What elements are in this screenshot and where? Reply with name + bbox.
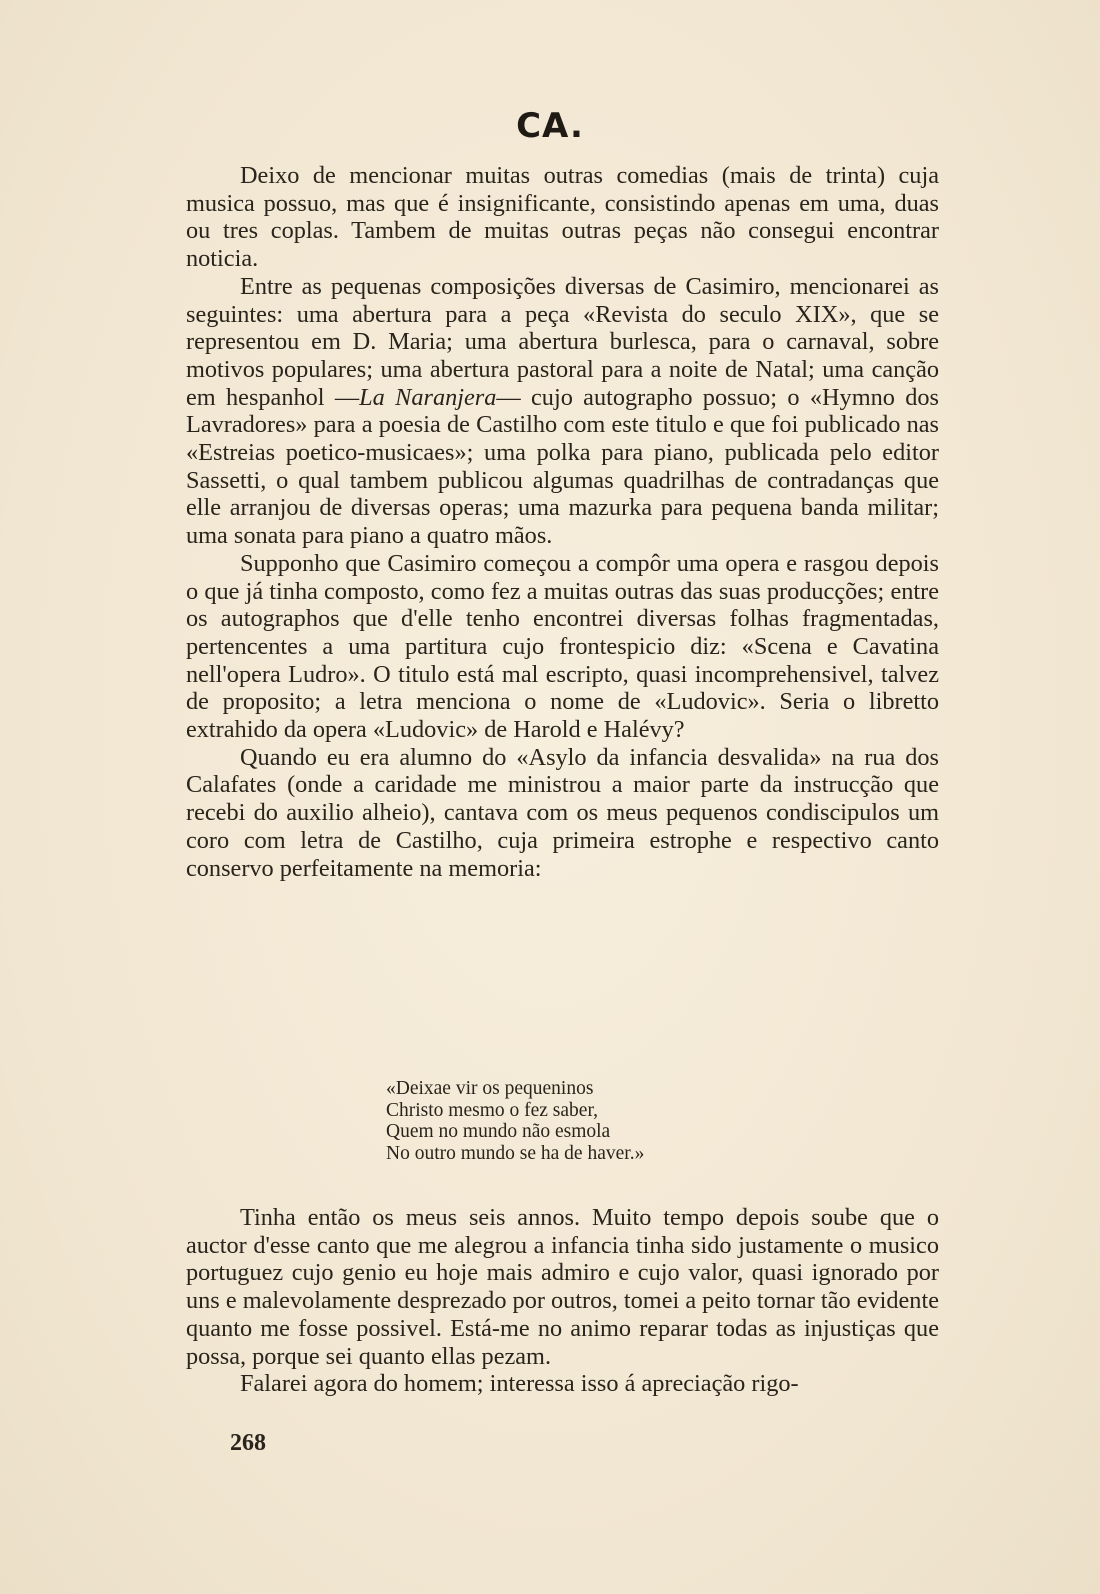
verse-quote — [386, 1078, 644, 1164]
paragraph-2-start: Entre as pequenas composições diversas de Casimiro, mencionarei as seguintes: uma abertura para a peça «Revista do seculo XIX», que se representou em D. Maria; uma abertura burlesca, para o carnaval, sobre motivos populares; uma abertura pastoral para a noite de Natal; uma canção em hespanhol — — [186, 272, 939, 411]
paragraph-2 — [186, 273, 939, 550]
running-header: CA. — [516, 106, 584, 146]
verse-line-4: No outro mundo se ha de haver.» — [386, 1142, 645, 1164]
verse-line-1: «Deixae vir os pequeninos — [386, 1078, 594, 1099]
main-text — [186, 162, 939, 882]
paragraph-4: Quando eu era alumno do «Asylo da infancia desvalida» na rua dos Calafates (onde a caridade me ministrou a maior parte da instrucção que recebi do auxilio alheio), cantava com os meus pequenos condiscipulos um coro com letra de Castilho, cuja primeira estrophe e respectivo canto conservo perfeitamente na memoria: — [186, 743, 939, 882]
song-title: La Naranjera — [359, 383, 497, 411]
verse-line-3: Quem no mundo não esmola — [386, 1121, 611, 1143]
paragraph-2-end: — cujo autographo possuo; o «Hymno dos Lavradores» para a poesia de Castilho com este titulo e que foi publicado nas «Estreias poetico-musicaes»; uma polka para piano, publicada pelo editor Sassetti, o qual tambem publicou algumas quadrilhas de contradanças que elle arranjou de diversas operas; uma mazurka para pequena banda militar; uma sonata para piano a quatro mãos. — [186, 383, 939, 550]
paragraph-3: Supponho que Casimiro começou a compôr uma opera e rasgou depois o que já tinha composto, como fez a muitas outras das suas producções; entre os autographos que d'elle tenho encontrei diversas folhas fragmentadas, pertencentes a uma partitura cujo frontespicio diz: «Scena e Cavatina nell'opera Ludro». O titulo está mal escripto, quasi incomprehensivel, talvez de proposito; a letra menciona o nome de «Ludovic». Seria o libretto extrahido da opera «Ludovic» de Harold e Halévy? — [186, 549, 939, 744]
page-number: 268 — [230, 1430, 266, 1456]
paragraph-6: Falarei agora do homem; interessa isso á apreciação rigo- — [240, 1370, 799, 1398]
paragraph-1: Deixo de mencionar muitas outras comedias (mais de trinta) cuja musica possuo, mas que é insignificante, consistindo apenas em uma, duas ou tres coplas. Tambem de muitas outras peças não consegui encontrar noticia. — [186, 162, 939, 273]
paragraph-5: Tinha então os meus seis annos. Muito tempo depois soube que o auctor d'esse canto que me alegrou a infancia tinha sido justamente o musico portuguez cujo genio eu hoje mais admiro e cujo valor, quasi ignorado por uns e malevolamente desprezado por outros, tomei a peito tornar tão evidente quanto me fosse possivel. Está-me no animo reparar todas as injustiças que possa, porque sei quanto ellas pezam. — [186, 1204, 939, 1370]
verse-line-2: Christo mesmo o fez saber, — [386, 1099, 599, 1121]
closing-text — [186, 1204, 939, 1398]
